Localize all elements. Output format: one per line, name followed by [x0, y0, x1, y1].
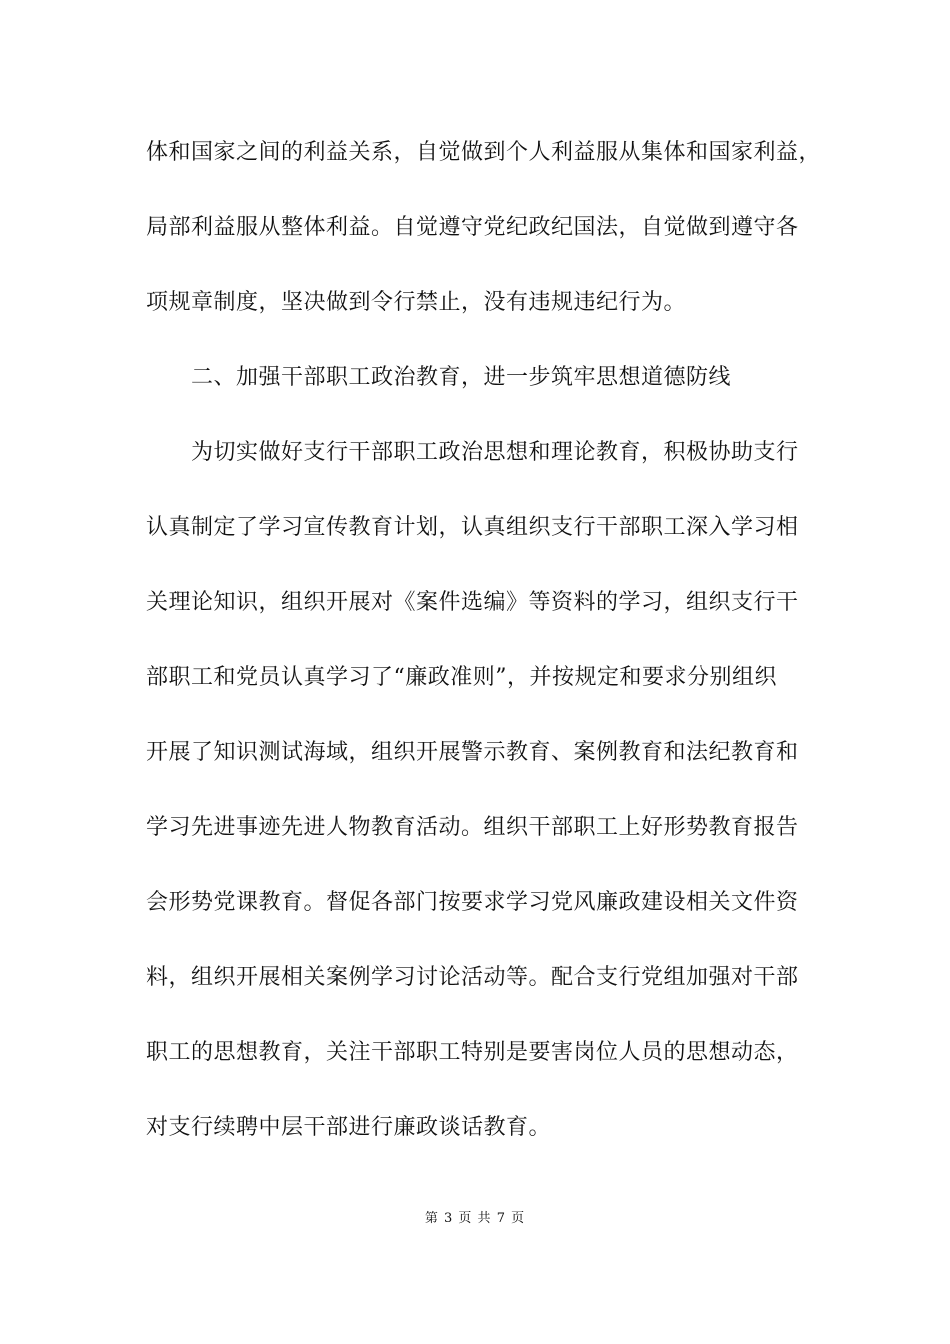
text-line: 职工的思想教育，关注干部职工特别是要害岗位人员的思想动态， — [146, 1040, 799, 1065]
page-number: 第 3 页 共 7 页 — [424, 1211, 526, 1226]
text-line: 体和国家之间的利益关系，自觉做到个人利益服从集体和国家利益， — [146, 140, 822, 165]
text-line: 部职工和党员认真学习了“廉政准则”，并按规定和要求分别组织 — [146, 665, 777, 690]
text-line: 学习先进事迹先进人物教育活动。组织干部职工上好形势教育报告 — [146, 815, 799, 840]
text-line: 认真制定了学习宣传教育计划，认真组织支行干部职工深入学习相 — [146, 515, 799, 540]
section-heading: 二、加强干部职工政治教育，进一步筑牢思想道德防线 — [146, 365, 732, 390]
text-line: 为切实做好支行干部职工政治思想和理论教育，积极协助支行 — [146, 440, 799, 465]
text-line: 料，组织开展相关案例学习讨论活动等。配合支行党组加强对干部 — [146, 965, 799, 990]
text-line: 对支行续聘中层干部进行廉政谈话教育。 — [146, 1115, 552, 1140]
text-line: 项规章制度，坚决做到令行禁止，没有违规违纪行为。 — [146, 290, 687, 315]
text-line: 局部利益服从整体利益。自觉遵守党纪政纪国法，自觉做到遵守各 — [146, 215, 799, 240]
text-line: 会形势党课教育。督促各部门按要求学习党风廉政建设相关文件资 — [146, 890, 799, 915]
text-line: 关理论知识，组织开展对《案件选编》等资料的学习，组织支行干 — [146, 590, 799, 615]
text-line: 开展了知识测试海域，组织开展警示教育、案例教育和法纪教育和 — [146, 740, 799, 765]
